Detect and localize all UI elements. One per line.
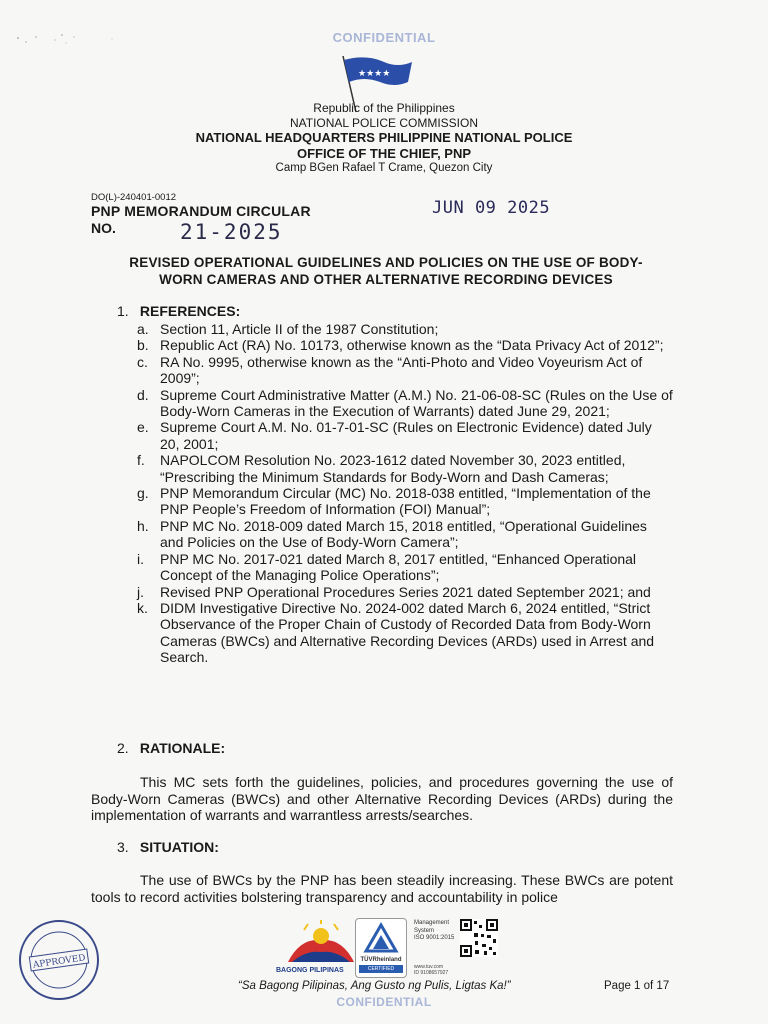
reference-text: Section 11, Article II of the 1987 Constitution; <box>160 321 439 337</box>
reference-text: Republic Act (RA) No. 10173, otherwise known as the “Data Privacy Act of 2012”; <box>160 337 664 354</box>
reference-letter: j. <box>137 583 144 600</box>
reference-letter: k. <box>137 599 148 616</box>
memorandum-circular-label: PNP MEMORANDUM CIRCULAR <box>91 203 311 219</box>
header-address: Camp BGen Rafael T Crame, Quezon City <box>275 162 493 174</box>
header-nhq: NATIONAL HEADQUARTERS PHILIPPINE NATIONAL POLICE <box>195 130 573 145</box>
reference-item <box>137 600 673 666</box>
reference-text: DIDM Investigative Directive No. 2024-002 dated March 6, 2024 entitled, “Strict Observance of the Proper Chain of Custody of Recorded Data from Body-Worn Cameras (BWCs) and Alternative Recording Devices (ARDs) used in Arrest and Search. <box>160 599 655 666</box>
reference-letter: c. <box>137 353 148 370</box>
reference-letter: e. <box>137 419 149 436</box>
reference-letter: d. <box>137 386 149 403</box>
section-label: SITUATION: <box>139 839 219 855</box>
tuv-label: TÜVRheinland <box>360 957 402 963</box>
reference-item <box>137 337 673 353</box>
management-system-text <box>414 920 454 943</box>
reference-item <box>137 551 673 584</box>
number-label: NO. <box>91 220 116 236</box>
reference-letter: f. <box>137 452 145 469</box>
cert-line: www.tuv.com <box>414 964 444 970</box>
section-situation-heading <box>117 839 219 855</box>
situation-paragraph: The use of BWCs by the PNP has been steadily increasing. These BWCs are potent tools to record activities bolstering transparency and accountability in police <box>91 872 673 905</box>
confidential-watermark-top: CONFIDENTIAL <box>332 30 436 45</box>
reference-text: PNP Memorandum Circular (MC) No. 2018-038 entitled, “Implementation of the PNP People’s Freedom of Information (FOI) Manual”; <box>160 485 651 518</box>
reference-item <box>137 354 673 387</box>
reference-text: PNP MC No. 2017-021 dated March 8, 2017 entitled, “Enhanced Operational Concept of the Managing Police Operations”; <box>160 550 637 584</box>
reference-item <box>137 584 673 600</box>
reference-letter: a. <box>137 321 149 337</box>
certificate-details <box>414 964 448 976</box>
qr-code-icon <box>460 919 498 957</box>
section-number: 3. <box>117 839 129 855</box>
reference-text: NAPOLCOM Resolution No. 2023-1612 dated November 30, 2023 entitled, “Prescribing the Minimum Standards for Body-Worn and Dash Cameras; <box>160 452 626 485</box>
mgmt-line: Management <box>414 920 450 926</box>
tuv-triangle-icon <box>356 919 406 957</box>
reference-text: Revised PNP Operational Procedures Series 2021 dated September 2021; and <box>160 583 651 600</box>
scan-specks <box>14 28 124 48</box>
circular-number-stamp: 21-2025 <box>180 220 283 244</box>
reference-item <box>137 387 673 420</box>
reference-letter: g. <box>137 485 149 502</box>
footer-slogan: “Sa Bagong Pilipinas, Ang Gusto ng Pulis, Ligtas Ka!” <box>238 980 511 992</box>
document-title-line2: WORN CAMERAS AND OTHER ALTERNATIVE RECORDING DEVICES <box>159 272 613 287</box>
section-number: 1. <box>117 303 129 319</box>
header-napolcom: NATIONAL POLICE COMMISSION <box>289 116 479 130</box>
reference-item <box>137 321 673 337</box>
section-number: 2. <box>117 740 129 756</box>
mgmt-line: ISO 9001:2015 <box>414 935 455 941</box>
section-label: RATIONALE: <box>139 740 226 756</box>
reference-letter: i. <box>137 550 144 567</box>
tuv-certification-badge <box>355 918 407 978</box>
section-label: REFERENCES: <box>139 303 241 319</box>
references-list <box>137 321 673 666</box>
reference-letter: h. <box>137 517 149 534</box>
confidential-watermark-bottom: CONFIDENTIAL <box>336 995 432 1009</box>
section-references-heading <box>117 303 240 319</box>
header-republic: Republic of the Philippines <box>313 101 455 115</box>
document-title-line1: REVISED OPERATIONAL GUIDELINES AND POLICIES ON THE USE OF BODY- <box>129 255 643 270</box>
reference-item <box>137 518 673 551</box>
header-office: OFFICE OF THE CHIEF, PNP <box>296 146 472 161</box>
reference-text: PNP MC No. 2018-009 dated March 15, 2018 entitled, “Operational Guidelines and Policies on the Use of Body-Worn Camera”; <box>160 517 647 551</box>
cert-line: ID 9108657927 <box>414 970 449 976</box>
reference-letter: b. <box>137 337 149 354</box>
section-rationale-heading <box>117 740 225 756</box>
page-number: Page 1 of 17 <box>604 980 670 992</box>
rationale-paragraph: This MC sets forth the guidelines, policies, and procedures governing the use of Body-Worn Cameras (BWCs) and other Alternative Recording Devices (ARDs) during the implementation of warrants and warrantless arrests/searches. <box>91 774 673 823</box>
seal-approved-text: APPROVED <box>32 953 87 971</box>
date-stamp: JUN 09 2025 <box>432 198 551 218</box>
mgmt-line: System <box>414 927 435 934</box>
bagong-pilipinas-text: BAGONG PILIPINAS <box>276 967 344 974</box>
reference-text: Supreme Court A.M. No. 01-7-01-SC (Rules on Electronic Evidence) dated July 20, 2001; <box>160 419 652 452</box>
reference-item <box>137 419 673 452</box>
reference-item <box>137 485 673 518</box>
reference-item <box>137 452 673 485</box>
document-code: DO(L)-240401-0012 <box>91 192 177 203</box>
svg-text:★★★★: ★★★★ <box>358 69 391 79</box>
tuv-certified-label: CERTIFIED <box>359 965 403 973</box>
reference-text: Supreme Court Administrative Matter (A.M.) No. 21-06-08-SC (Rules on the Use of Body-Worn Cameras in the Execution of Warrants) dated June 29, 2021; <box>160 386 673 420</box>
approved-seal-icon <box>18 919 100 1001</box>
reference-text: RA No. 9995, otherwise known as the “Anti-Photo and Video Voyeurism Act of 2009”; <box>160 353 643 387</box>
